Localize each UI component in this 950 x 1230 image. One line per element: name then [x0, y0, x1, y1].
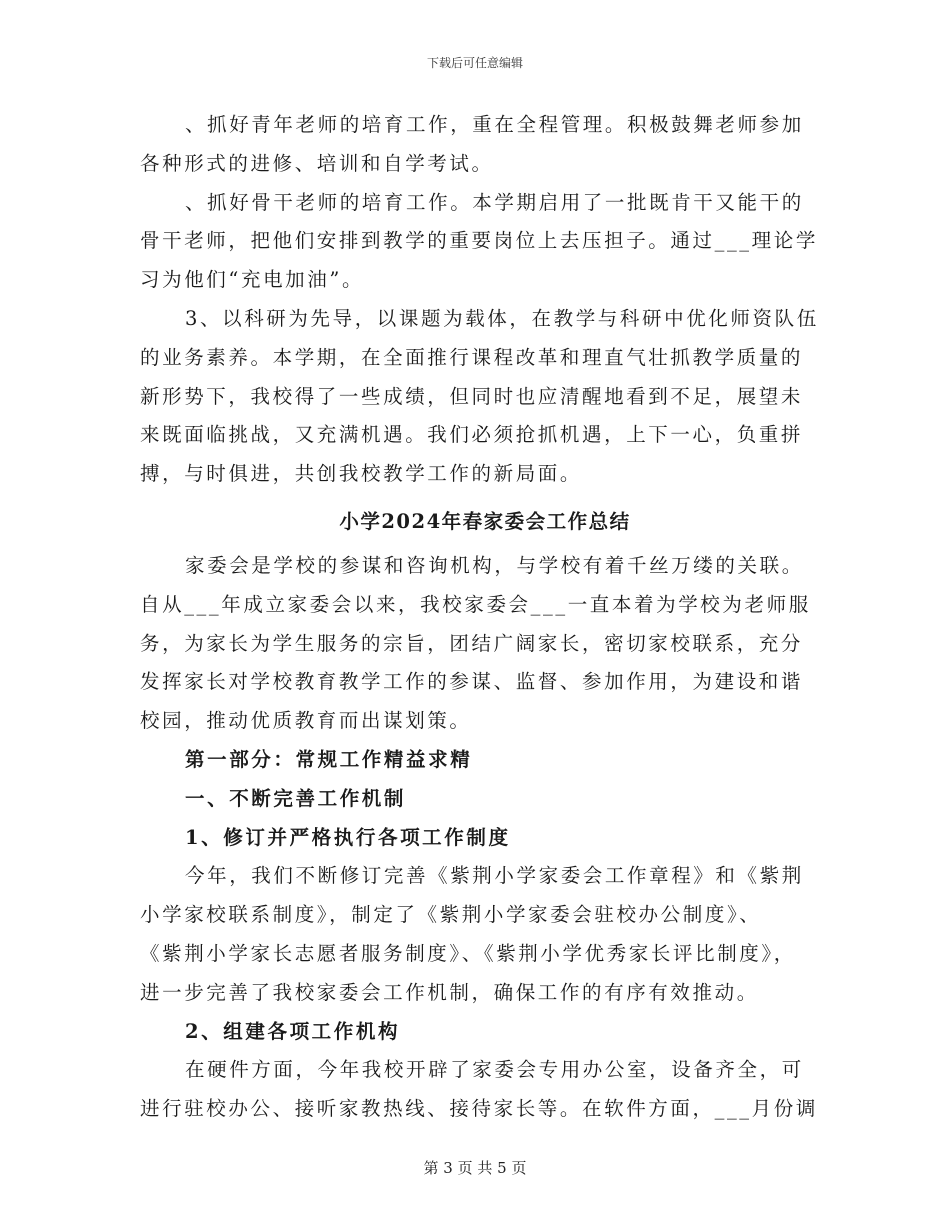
paragraph-line: 在硬件方面，今年我校开辟了家委会专用办公室，设备齐全，可 — [185, 1058, 804, 1082]
paragraph-line: 搏，与时俱进，共创我校教学工作的新局面。 — [140, 462, 583, 486]
page-header: 下载后可任意编辑 — [426, 56, 523, 70]
section-title: 小学2024年春家委会工作总结 — [339, 509, 631, 533]
part-heading: 第一部分：常规工作精益求精 — [185, 747, 473, 771]
paragraph-line: 小学家校联系制度》，制定了《紫荆小学家委会驻校办公制度》、 — [140, 903, 762, 927]
paragraph-line: 今年，我们不断修订完善《紫荆小学家委会工作章程》和《紫荆 — [185, 864, 804, 888]
paragraph-line: 发挥家长对学校教育教学工作的参谋、监督、参加作用，为建设和谐 — [140, 670, 804, 694]
paragraph-line: 骨干老师，把他们安排到教学的重要岗位上去压担子。通过___理论学 — [140, 229, 818, 253]
paragraph-line: 进行驻校办公、接听家教热线、接待家长等。在软件方面，___月份调 — [140, 1097, 818, 1121]
paragraph-line: 各种形式的进修、培训和自学考试。 — [140, 151, 494, 175]
paragraph-line: 习为他们“充电加油”。 — [140, 268, 365, 292]
paragraph-line: 、抓好青年老师的培育工作，重在全程管理。积极鼓舞老师参加 — [185, 113, 804, 136]
subheading: 2、组建各项工作机构 — [185, 1019, 401, 1043]
chapter-heading: 一、不断完善工作机制 — [185, 786, 407, 810]
paragraph-line: 《紫荆小学家长志愿者服务制度》、《紫荆小学优秀家长评比制度》， — [140, 941, 796, 965]
paragraph-line: 家委会是学校的参谋和咨询机构，与学校有着千丝万缕的关联。 — [185, 553, 804, 577]
paragraph-line: 的业务素养。本学期，在全面推行课程改革和理直气壮抓教学质量的 — [140, 345, 804, 369]
subheading: 1、修订并严格执行各项工作制度 — [185, 825, 511, 849]
document-body — [140, 106, 819, 1129]
paragraph-line: 新形势下，我校得了一些成绩，但同时也应清醒地看到不足，展望未 — [140, 384, 804, 408]
paragraph-line: 、抓好骨干老师的培育工作。本学期启用了一批既肯干又能干的 — [185, 190, 804, 214]
page-footer: 第 3 页 共 5 页 — [423, 1159, 527, 1177]
paragraph-line: 自从___年成立家委会以来，我校家委会___一直本着为学校为老师服 — [140, 592, 811, 616]
paragraph-line: 3、以科研为先导，以课题为载体，在教学与科研中优化师资队伍 — [185, 306, 819, 330]
paragraph-line: 校园，推动优质教育而出谋划策。 — [140, 709, 472, 733]
paragraph-line: 来既面临挑战，又充满机遇。我们必须抢抓机遇，上下一心，负重拼 — [140, 423, 804, 447]
paragraph-line: 务，为家长为学生服务的宗旨，团结广阔家长，密切家校联系，充分 — [140, 631, 804, 655]
paragraph-line: 进一步完善了我校家委会工作机制，确保工作的有序有效推动。 — [140, 980, 759, 1004]
